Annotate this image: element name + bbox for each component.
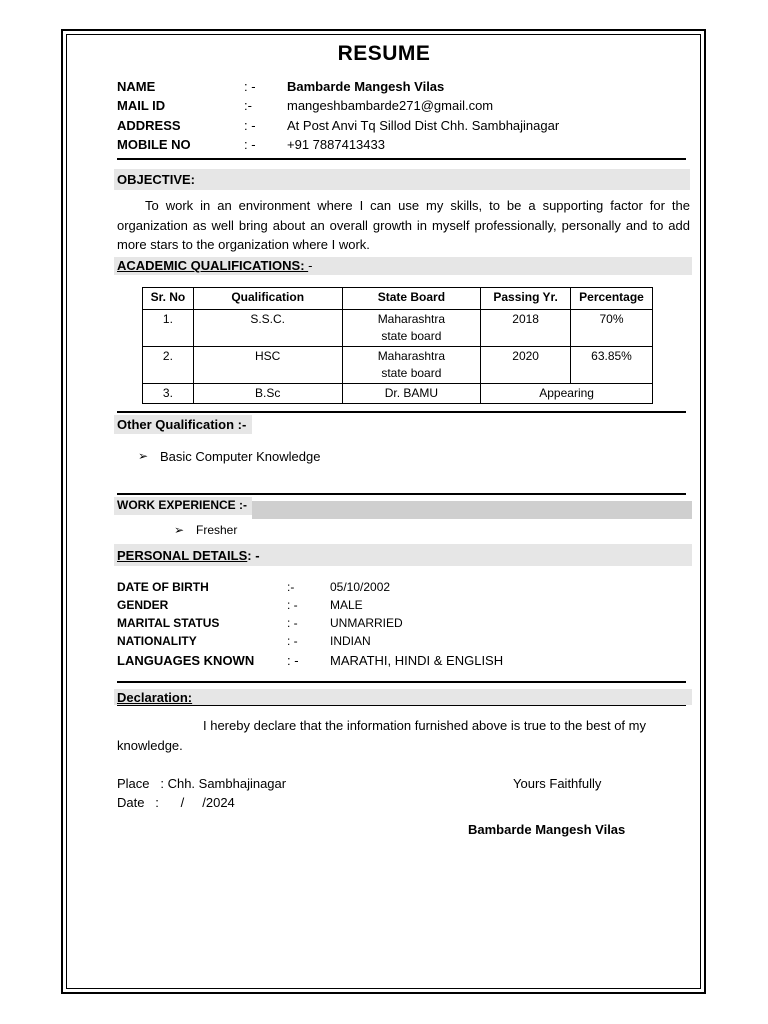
address-sep: : - xyxy=(244,118,256,133)
gender-label: GENDER xyxy=(117,598,169,612)
board-line: state board xyxy=(381,329,442,343)
col-header: Percentage xyxy=(571,288,653,310)
table-cell-board xyxy=(342,310,481,347)
marital-status-value: UNMARRIED xyxy=(330,616,403,630)
name-label: NAME xyxy=(117,79,156,94)
objective-bar xyxy=(114,169,690,190)
work-experience-item: Fresher xyxy=(196,523,238,537)
table-cell-status: Appearing xyxy=(481,384,653,404)
dob-label: DATE OF BIRTH xyxy=(117,580,209,594)
table-cell: 3. xyxy=(143,384,194,404)
objective-text: To work in an environment where I can use my skills, to be a supporting factor for the organization as well bring about an overall growth in myself professionally, personally and to add more stars to the organization where I work. xyxy=(117,198,690,252)
place-line: Place : Chh. Sambhajinagar xyxy=(117,776,287,791)
mail-sep: :- xyxy=(244,98,252,113)
declaration-line1: I hereby declare that the information furnished above is true to the best of my xyxy=(203,718,646,733)
personal-details-heading-suffix: : - xyxy=(247,548,260,563)
col-header: Passing Yr. xyxy=(481,288,571,310)
table-row xyxy=(143,310,653,347)
mobile-sep: : - xyxy=(244,137,256,152)
name-value: Bambarde Mangesh Vilas xyxy=(287,79,445,94)
nationality-value: INDIAN xyxy=(330,634,371,648)
arrow-bullet-icon: ➢ xyxy=(174,523,185,537)
table-cell: B.Sc xyxy=(193,384,342,404)
declaration-line2: knowledge. xyxy=(117,738,183,753)
col-header: State Board xyxy=(342,288,481,310)
other-qualification-item: Basic Computer Knowledge xyxy=(160,449,321,464)
divider xyxy=(117,158,686,160)
closing-text: Yours Faithfully xyxy=(513,776,602,791)
address-value: At Post Anvi Tq Sillod Dist Chh. Sambhajinagar xyxy=(287,118,560,133)
mobile-value: +91 7887413433 xyxy=(287,137,385,152)
languages-sep: : - xyxy=(287,653,299,668)
table-cell: 2020 xyxy=(481,347,571,384)
academic-heading: ACADEMIC QUALIFICATIONS: xyxy=(117,258,309,273)
table-cell-board xyxy=(342,347,481,384)
divider xyxy=(117,493,686,495)
date-line: Date : / /2024 xyxy=(117,795,235,810)
declaration-bar xyxy=(114,689,692,705)
table-cell: 1. xyxy=(143,310,194,347)
marital-status-sep: : - xyxy=(287,616,298,630)
academic-heading-suffix: - xyxy=(308,258,313,273)
table-cell: HSC xyxy=(193,347,342,384)
mail-value: mangeshbambarde271@gmail.com xyxy=(287,98,494,113)
personal-details-heading-wrap xyxy=(117,548,260,563)
mail-label: MAIL ID xyxy=(117,98,166,113)
languages-label: LANGUAGES KNOWN xyxy=(117,653,255,668)
table-cell: 63.85% xyxy=(571,347,653,384)
declaration-heading: Declaration: xyxy=(117,690,193,705)
nationality-sep: : - xyxy=(287,634,298,648)
declaration-underline xyxy=(117,705,686,706)
name-sep: : - xyxy=(244,79,256,94)
gender-sep: : - xyxy=(287,598,298,612)
board-line: Maharashtra xyxy=(377,312,446,326)
col-header: Qualification xyxy=(193,288,342,310)
address-label: ADDRESS xyxy=(117,118,181,133)
resume-title: RESUME xyxy=(337,42,431,65)
table-cell: 2. xyxy=(143,347,194,384)
table-cell: Dr. BAMU xyxy=(342,384,481,404)
signature-name: Bambarde Mangesh Vilas xyxy=(468,822,626,837)
table-cell: 2018 xyxy=(481,310,571,347)
gender-value: MALE xyxy=(330,598,363,612)
dob-value: 05/10/2002 xyxy=(330,580,391,594)
work-experience-heading: WORK EXPERIENCE :- xyxy=(117,498,248,512)
work-experience-shade-bar xyxy=(252,501,692,519)
divider xyxy=(117,681,686,683)
table-header-row xyxy=(143,288,653,310)
academic-heading-wrap xyxy=(117,258,312,273)
table-cell: 70% xyxy=(571,310,653,347)
nationality-label: NATIONALITY xyxy=(117,634,197,648)
marital-status-label: MARITAL STATUS xyxy=(117,616,220,630)
board-line: state board xyxy=(381,366,442,380)
table-row xyxy=(143,384,653,404)
arrow-bullet-icon: ➢ xyxy=(138,449,149,463)
other-qualification-heading: Other Qualification :- xyxy=(117,417,247,432)
dob-sep: :- xyxy=(287,580,295,594)
table-cell: S.S.C. xyxy=(193,310,342,347)
mobile-label: MOBILE NO xyxy=(117,137,191,152)
col-header: Sr. No xyxy=(143,288,194,310)
divider xyxy=(117,411,686,413)
board-line: Maharashtra xyxy=(377,349,446,363)
academic-table xyxy=(142,287,653,404)
table-row xyxy=(143,347,653,384)
languages-value: MARATHI, HINDI & ENGLISH xyxy=(330,653,504,668)
objective-heading: OBJECTIVE: xyxy=(117,172,196,187)
personal-details-heading: PERSONAL DETAILS xyxy=(117,548,248,563)
